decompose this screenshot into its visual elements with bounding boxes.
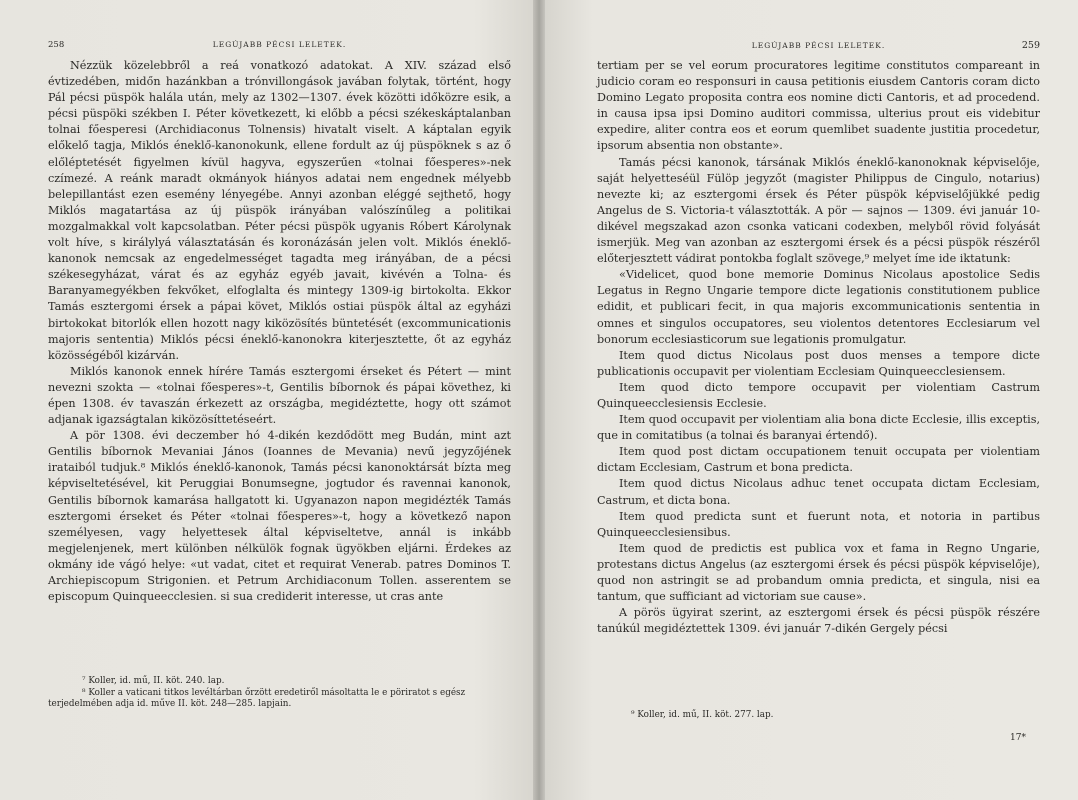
running-head xyxy=(48,40,511,58)
footnotes xyxy=(48,676,511,711)
paragraph: Item quod predicta sunt et fuerunt nota, et notoria in partibus Quinqueecclesiensibus. xyxy=(597,509,1040,539)
right-page xyxy=(539,0,1078,800)
paragraph: Item quod dictus Nicolaus post duos menses a tempore dicte publicationis occupavit per violentiam Ecclesiam Quinqueecclesiensem. xyxy=(597,348,1040,378)
paragraph: Item quod occupavit per violentiam alia bona dicte Ecclesie, illis exceptis, que in comitatibus (a tolnai és baranyai értendő). xyxy=(597,413,1040,443)
page-number: 258 xyxy=(48,40,65,50)
paragraph: Item quod post dictam occupationem tenuit occupata per violentiam dictam Ecclesiam, Castrum et bona predicta. xyxy=(597,445,1040,475)
body-text xyxy=(48,58,511,605)
running-head-title: LEGÚJABB PÉCSI LELETEK. xyxy=(212,40,347,49)
paragraph: Miklós kanonok ennek hírére Tamás esztergomi érseket és Pétert — mint nevezni szokta — «tolnai főesperes»-t, Gentilis bíbornok és pápai követhez, ki épen 1308. év tavaszán érkezett az országba, megidéztette, hogy ott számot adjanak igazságtalan kiközösíttetéseért. xyxy=(48,364,511,427)
paragraph: Item quod dicto tempore occupavit per violentiam Castrum Quinqueecclesiensis Ecclesie. xyxy=(597,380,1040,410)
running-head xyxy=(597,40,1040,58)
footnotes xyxy=(597,710,1040,722)
paragraph: Item quod de predictis est publica vox et fama in Regno Ungarie, protestans dictus Angelus (az esztergomi érsek és pécsi püspök képviselője), quod non astringit se ad probandum omnia predicta, et singula, nisi ea tantum, que sufficiant ad victoriam sue cause». xyxy=(597,541,1040,604)
body-text xyxy=(597,58,1040,637)
paragraph: A pör 1308. évi deczember hó 4-dikén kezdődött meg Budán, mint azt Gentilis bíbornok Mevaniai János (Ioannes de Mevania) nevű jegyzőjének irataiból tudjuk.⁸ Miklós éneklő-kanonok, Tamás pécsi kanonoktársát bízta meg képviseltetésével, kit Peruggiai Bonumsegne, jogtudor és ravennai kanonok, Gentilis bíbornok kamarása hallgatott ki. Ugyanazon napon megidézték Tamás esztergomi érseket és Péter «tolnai főesperes»-t, hogy a következő napon személyesen, vagy helyettesek által képviseltetve, annál is inkább megjelenjenek, mert különben nélkülök fognak ügyökben eljárni. Érdekes az okmány ide vágó helye: «ut vadat, citet et requirat Venerab. patres Dominos T. Archiepiscopum Strigonien. et Petrum Archidiaconum Tollen. asserentem se episcopum Quinqueecclesien. si sua crediderit interesse, ut cras ante xyxy=(48,429,511,604)
paragraph: Tamás pécsi kanonok, társának Miklós éneklő-kanonoknak képviselője, saját helyetteséül Fülöp jegyzőt (magister Philippus de Cingulo, notarius) nevezte ki; az esztergomi érsek és Péter püspök képviselőjükké pedig Angelus de S. Victoria-t választották. A pör — sajnos — 1309. évi január 10-dikével megszakad azon csonka vaticani codexben, melyből rövid folyását ismerjük. Meg van azonban az esztergomi érsek és a pécsi püspök részéről előterjesztett vádirat pontokba foglalt szövege,⁹ melyet íme ide iktatunk: xyxy=(597,155,1040,266)
paragraph: A pörös ügyirat szerint, az esztergomi érsek és pécsi püspök részére tanúkúl megidéztettek 1309. évi január 7-dikén Gergely pécsi xyxy=(597,606,1040,636)
paragraph: Item quod dictus Nicolaus adhuc tenet occupata dictam Ecclesiam, Castrum, et dicta bona. xyxy=(597,477,1040,507)
footnote: ⁷ Koller, id. mű, II. köt. 240. lap. xyxy=(82,676,225,686)
book-gutter xyxy=(533,0,545,800)
page-number: 259 xyxy=(1021,40,1040,51)
footnote: ⁹ Koller, id. mű, II. köt. 277. lap. xyxy=(631,710,774,720)
paragraph: «Videlicet, quod bone memorie Dominus Nicolaus apostolice Sedis Legatus in Regno Ungarie tempore dicte legationis constitutionem publice edidit, et publicari fecit, in qua majoris excommunicationis sententia in omnes et singulos occupatores, seu violentos detentores Ecclesiarum vel bonorum ecclesiasticorum sue legationis promulgatur. xyxy=(597,268,1040,346)
paragraph: Nézzük közelebbről a reá vonatkozó adatokat. A XIV. század első évtizedében, midőn hazánkban a trónvillongások javában folytak, történt, hogy Pál pécsi püspök halála után, mely az 1302—1307. évek közötti időközre esik, a pécsi püspöki székben I. Péter következett, ki előbb a pécsi székeskáptalanban tolnai főesperesi (Archidiaconus Tolnensis) hivatalt viselt. A káptalan egyik előkelő tagja, Miklós éneklő-kanonokunk, ellene fordult az új püspöknek s az ő előléptetését figyelmen kívül hagyva, egyszerűen «tolnai főesperes»-nek czímezé. A reánk maradt okmányok hiányos adatai nem engednek mélyebb belepillantást ezen esemény lényegébe. Annyi azonban eléggé sejthető, hogy Miklós magatartása az új püspök irányában valószínűleg a politikai mozgalmakkal volt kapcsolatban. Péter pécsi püspök ugyanis Róbert Károlynak volt híve, s királylyá választatásán és koronázásán jelen volt. Miklós éneklő-kanonok nemcsak az engedelmességet tagadta meg irányában, de a pécsi székesegyházat, várat és az egyház egyéb javait, kivévén a Tolna- és Baranyamegyékben fekvőket, elfoglalta és mintegy 1309-ig birtokolta. Ekkor Tamás esztergomi érsek a pápai követ, Miklós ostiai püspök által az egyházi birtokokat bitorlók ellen hozott nagy kiközösítés büntetését (excommunicationis majoris sententia) Miklós pécsi éneklő-kanonokra kiterjesztette, őt az egyház közösségéből kizárván. xyxy=(48,59,511,362)
paragraph: tertiam per se vel eorum procuratores legitime constitutos compareant in judicio coram eo responsuri in causa petitionis eiusdem Cantoris coram dicto Domino Legato proposita contra eos nomine dicti Cantoris, et ad procedend. in causa ipsa ipsi Domino auditori commissa, ulterius prout eis videbitur expedire, aliter contra eos et eorum quemlibet suadente justitia procedetur, ipsorum absentia non obstante». xyxy=(597,59,1040,153)
signature-mark: 17* xyxy=(1010,733,1026,743)
footnote: ⁸ Koller a vaticani titkos levéltárban őrzött eredetiről másoltatta le e pöriratot s egész terjedelmében adja id. műve II. köt. 248—285. lapjain. xyxy=(48,687,466,709)
running-head-title: LEGÚJABB PÉCSI LELETEK. xyxy=(751,41,886,50)
